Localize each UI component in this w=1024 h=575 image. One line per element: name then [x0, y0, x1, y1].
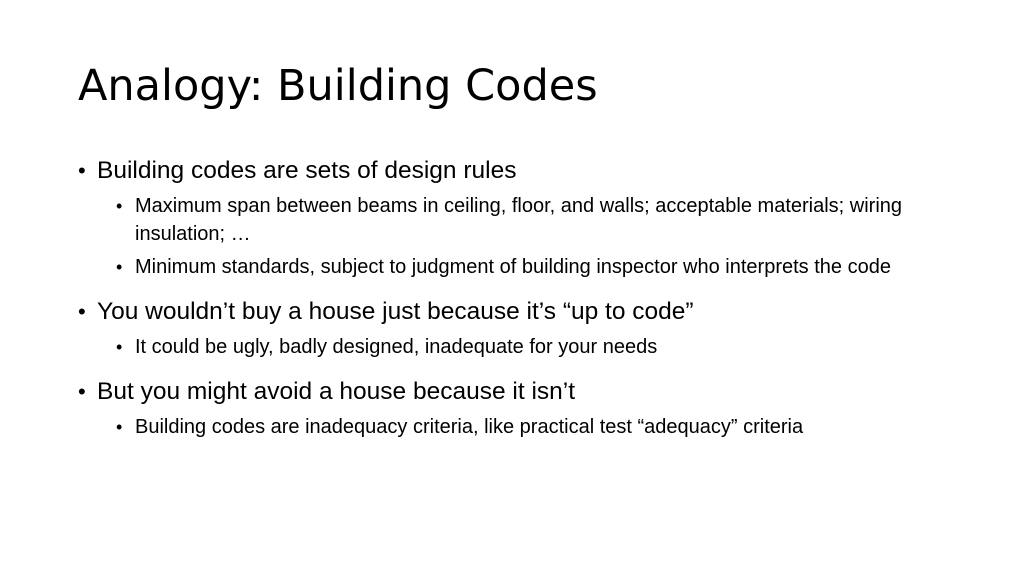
slide-body: [78, 154, 958, 446]
sub-bullet-text: Building codes are inadequacy criteria, like practical test “adequacy” criteria: [135, 416, 804, 438]
bullet-icon: •: [116, 196, 123, 216]
bullet-icon: •: [78, 158, 86, 183]
bullet-icon: •: [78, 299, 86, 324]
bullet-item: [78, 295, 958, 329]
bullet-icon: •: [116, 417, 123, 437]
sub-bullet-text: It could be ugly, badly designed, inadequate for your needs: [135, 336, 658, 358]
slide-title: Analogy: Building Codes: [78, 61, 598, 111]
bullet-text: You wouldn’t buy a house just because it’s “up to code”: [97, 298, 694, 325]
bullet-item: [78, 154, 958, 188]
sub-bullet-item: [116, 192, 958, 248]
bullet-icon: •: [116, 337, 123, 357]
sub-bullet-item: [116, 333, 958, 361]
sub-bullet-text: Maximum span between beams in ceiling, floor, and walls; acceptable materials; wiring insulation; …: [135, 195, 903, 245]
bullet-text: But you might avoid a house because it isn’t: [97, 378, 576, 405]
sub-bullet-item: [116, 253, 958, 281]
sub-bullet-item: [116, 413, 958, 441]
sub-bullet-group: [78, 413, 958, 441]
sub-bullet-group: [78, 333, 958, 361]
bullet-icon: •: [78, 379, 86, 404]
bullet-icon: •: [116, 257, 123, 277]
sub-bullet-text: Minimum standards, subject to judgment of building inspector who interprets the code: [135, 256, 891, 278]
bullet-item: [78, 375, 958, 409]
sub-bullet-group: [78, 192, 958, 281]
bullet-text: Building codes are sets of design rules: [97, 157, 517, 184]
